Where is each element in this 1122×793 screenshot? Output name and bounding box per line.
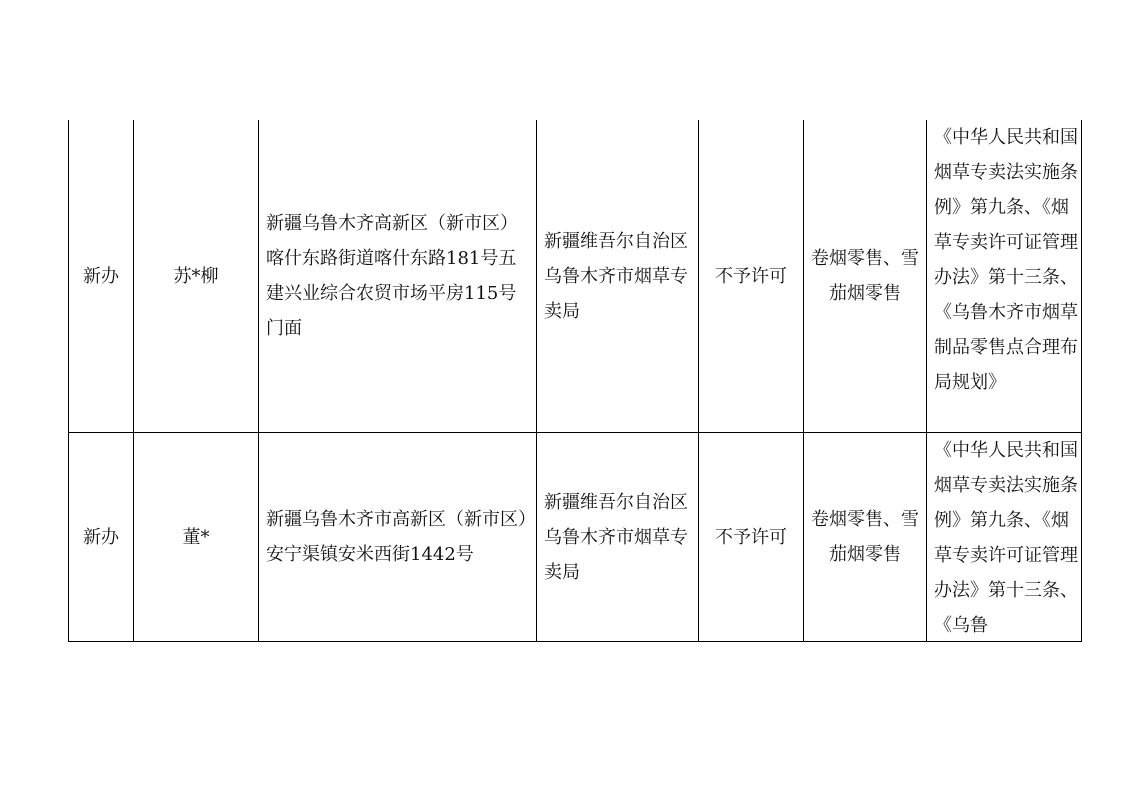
applicant-name-cell: 苏*柳 — [134, 120, 259, 433]
decision-cell: 不予许可 — [699, 433, 804, 642]
business-scope-cell: 卷烟零售、雪茄烟零售 — [804, 433, 927, 642]
business-address-cell: 新疆乌鲁木齐高新区（新市区）喀什东路街道喀什东路181号五建兴业综合农贸市场平房115号门面 — [259, 120, 537, 433]
application-type-cell: 新办 — [69, 120, 134, 433]
applicant-name-cell: 董* — [134, 433, 259, 642]
issuing-authority-cell: 新疆维吾尔自治区乌鲁木齐市烟草专卖局 — [537, 120, 699, 433]
business-address-cell: 新疆乌鲁木齐市高新区（新市区）安宁渠镇安米西街1442号 — [259, 433, 537, 642]
decision-cell: 不予许可 — [699, 120, 804, 433]
table-row — [69, 433, 1082, 642]
table-row — [69, 120, 1082, 433]
issuing-authority-cell: 新疆维吾尔自治区乌鲁木齐市烟草专卖局 — [537, 433, 699, 642]
business-scope-cell: 卷烟零售、雪茄烟零售 — [804, 120, 927, 433]
legal-basis-cell: 《中华人民共和国烟草专卖法实施条例》第九条、《烟草专卖许可证管理办法》第十三条、《乌鲁 — [927, 433, 1082, 642]
legal-basis-cell: 《中华人民共和国烟草专卖法实施条例》第九条、《烟草专卖许可证管理办法》第十三条、《乌鲁木齐市烟草制品零售点合理布局规划》 — [927, 120, 1082, 433]
permit-decision-table — [68, 120, 1082, 642]
application-type-cell: 新办 — [69, 433, 134, 642]
